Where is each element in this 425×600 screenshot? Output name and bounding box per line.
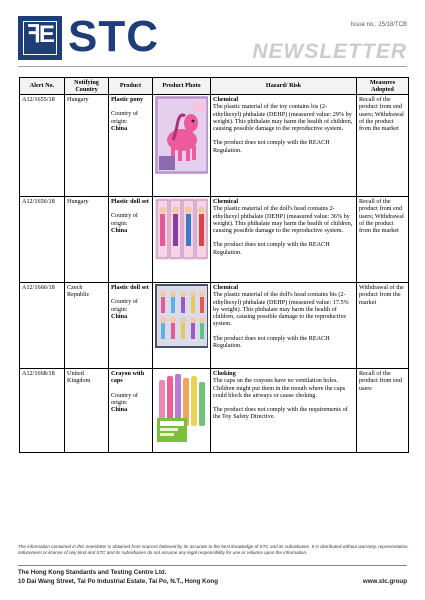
disclaimer-text: The information contained in this newsletter is obtained from sources believed by its accurate to the best knowledge of STC and its subsidiaries. It is distributed without warranty, representation, inducement or license of any kind and STC and its subsidiaries do not assume any legal responsibility for use or reliance upon the information. [18,544,409,555]
product-cell [109,283,153,369]
table-row [20,95,409,197]
origin-country: China [111,226,128,234]
product-cell [109,197,153,283]
hazard-cell [211,197,357,283]
col-header-measures: Measures Adopted [357,78,409,95]
company-info [18,569,218,586]
alert-number: A12/1655/18 [20,95,65,197]
table-header-row [20,78,409,95]
hazard-compliance-note: The product does not comply with the requirements of the Toy Safety Directive. [213,406,348,421]
table-row [20,369,409,453]
col-header-photo: Product Photo [153,78,211,95]
notifying-country: Czech Republic [65,283,109,369]
origin-country: China [111,406,128,414]
website-link[interactable]: www.stc.group [362,578,407,585]
product-name: Plastic doll set [111,284,149,291]
header-divider [18,66,407,67]
product-cell [109,369,153,453]
notifying-country: Hungary [65,95,109,197]
origin-label: Country of origin: [111,110,138,125]
product-name: Plastic doll set [111,198,149,205]
origin-country: China [111,124,128,132]
col-header-hazard: Hazard/ Risk [211,78,357,95]
footer-divider [18,565,407,566]
hazard-title: Choking [213,370,236,377]
hazard-description: The caps on the crayons have no ventilation holes. Children might put them in the mouth where the caps could block the airways or cause choking. [213,377,346,399]
product-name: Plastic pony [111,96,144,103]
measures-adopted: Recall of the product from end users [357,369,409,453]
company-name: The Hong Kong Standards and Testing Centre Ltd. [18,569,167,576]
hazard-compliance-note: The product does not comply with the REACH Regulation. [213,241,330,256]
col-header-product: Product [109,78,153,95]
hazard-cell [211,95,357,197]
notifying-country: United Kingdom [65,369,109,453]
product-photo-cell [153,283,211,369]
product-name: Crayon with caps [111,370,145,385]
table-row [20,197,409,283]
col-header-country: Notifying Country [65,78,109,95]
product-photo-cell [153,197,211,283]
hazard-title: Chemical [213,284,239,291]
origin-label: Country of origin: [111,212,138,227]
alerts-table [19,77,409,453]
hazard-title: Chemical [213,198,239,205]
alert-number: A12/1666/18 [20,283,65,369]
stc-logo-icon: ꟻE [18,16,62,60]
notifying-country: Hungary [65,197,109,283]
hazard-title: Chemical [213,96,239,103]
origin-label: Country of origin: [111,391,138,406]
hazard-compliance-note: The product does not comply with the REACH Regulation. [213,139,330,154]
alert-number: A12/1656/18 [20,197,65,283]
hazard-description: The plastic material of the doll's head contains bis (2-ethylhexyl) phthalate (DEHP) (measured value: 17.5% by weight). This phthalate may harm the health of children, causing possible damage to the reproductive system. [213,291,349,328]
product-photo-cell [153,95,211,197]
origin-label: Country of origin: [111,298,138,313]
measures-adopted: Recall of the product from end users; Withdrawal of the product from the market [357,95,409,197]
hazard-description: The plastic material of the doll's head contains 2-ethylhexyl phthalate (DEHP) (measured value: 36% by weight). This phthalate may harm the health of children, causing possible damage to the reproductive system. [213,205,353,235]
brand-name: STC [68,12,159,61]
company-address: 10 Dai Wang Street, Tai Po Industrial Estate, Tai Po, N.T., Hong Kong [18,577,218,585]
alert-number: A12/1668/18 [20,369,65,453]
newsletter-title: NEWSLETTER [252,40,407,63]
hazard-description: The plastic material of the toy contains bis (2-ethylhexyl) phthalate (DEHP) (measured value: 29% by weight). This phthalate may harm the health of children, causing possible damage to the reproductive system. [213,103,353,133]
measures-adopted: Recall of the product from end users; Withdrawal of the product from the market [357,197,409,283]
product-photo-crayons [155,370,208,444]
product-cell [109,95,153,197]
product-photo-plastic-pony [155,96,208,174]
hazard-cell [211,283,357,369]
product-photo-cell [153,369,211,453]
origin-country: China [111,312,128,320]
hazard-cell [211,369,357,453]
hazard-compliance-note: The product does not comply with the REACH Regulation. [213,334,330,350]
product-photo-doll-set [155,284,208,348]
product-photo-doll-set [155,198,208,260]
col-header-alert-no: Alert No. [20,78,65,95]
issue-number: Issue no.: 25/18/TCB [350,22,407,28]
measures-adopted: Withdrawal of the product from the market [357,283,409,369]
table-row [20,283,409,369]
